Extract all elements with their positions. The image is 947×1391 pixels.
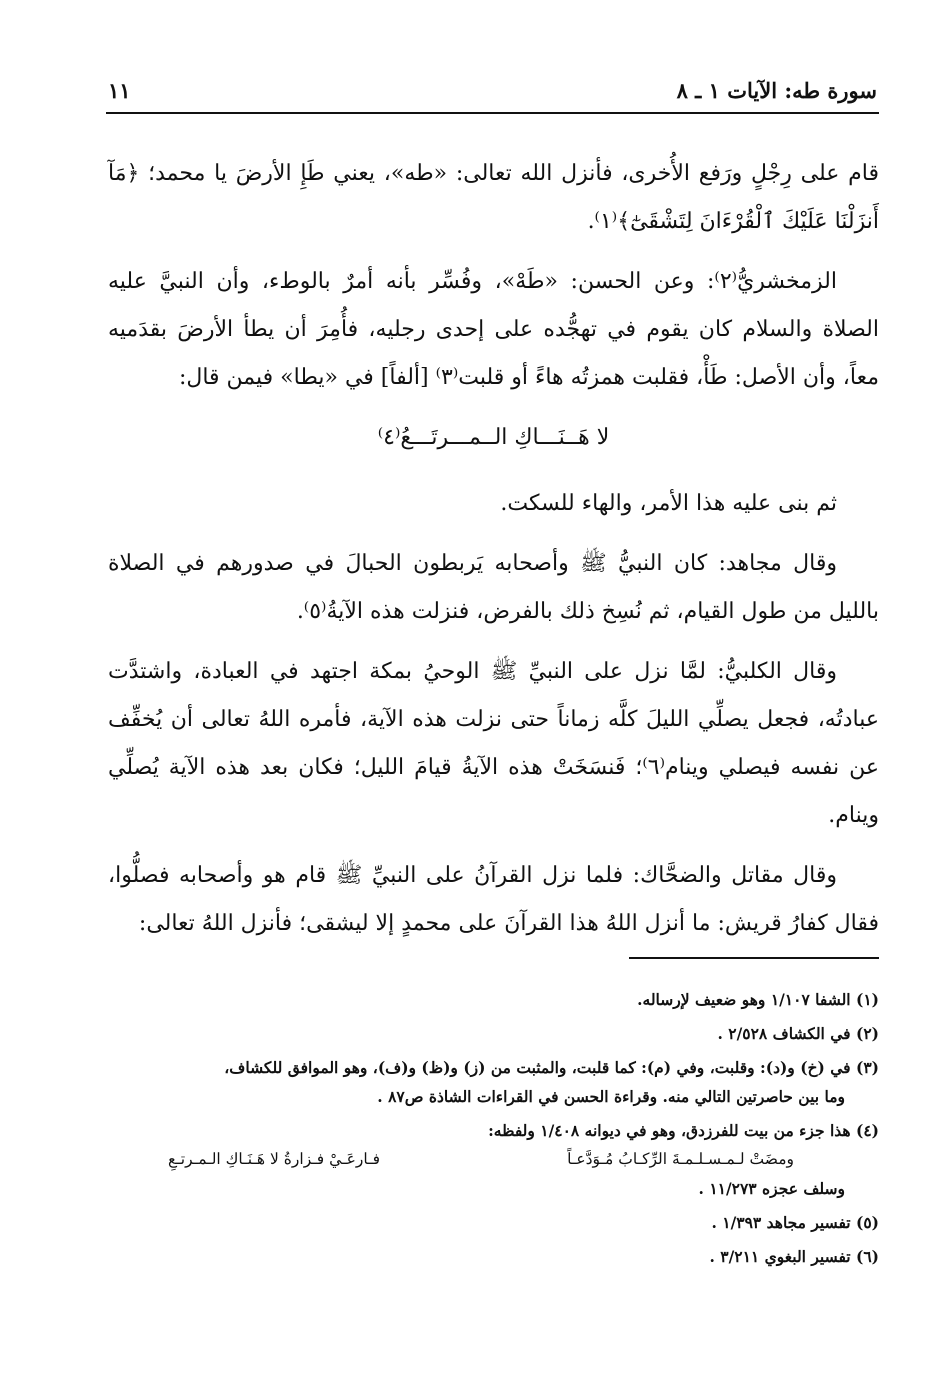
footnote-3-line-2: وما بين حاصرتين التالي منه. وقراءة الحسن في القراءات الشاذة ص٨٧ . <box>377 1087 845 1106</box>
header-rule <box>106 112 879 114</box>
footnote-separator <box>629 957 879 959</box>
paragraph-1: قام على رِجْلٍ ورَفع الأُخرى، فأنزل الله تعالى: «طه»، يعني طَإِ الأرضَ يا محمد؛ ﴿مَآ أَنزَلْنَا عَلَيْكَ ٱلْقُرْءَانَ لِتَشْقَىٰٓ﴾⁽١⁾. <box>108 161 879 234</box>
page-header <box>108 70 877 110</box>
chapter-title: سورة طه: الآيات ١ ـ ٨ <box>676 77 877 103</box>
poetry-verse: لا هَــنَـــاكِ الــمـــرتَـــعُ⁽٤⁾ <box>377 425 610 450</box>
footnote-6: (٦) تفسير البغوي ٣/٢١١ . <box>709 1247 879 1266</box>
paragraph-5: وقال الكلبيُّ: لمَّا نزل على النبيِّ ﷺ الوحيُ بمكة اجتهد في العبادة، واشتدَّت عبادتُه، فجعل يصلِّي الليلَ كلَّه زماناً حتى نزلت هذه الآية، فأمره اللهُ تعالى أن يُخفِّف عن نفسه فيصلي وينام⁽٦⁾؛ فَنسَخَتْ هذه الآيةُ قيامَ الليل؛ فكان بعد هذه الآية يُصلِّي وينام. <box>108 659 879 828</box>
footnote-5: (٥) تفسير مجاهد ١/٣٩٣ . <box>711 1213 879 1232</box>
main-text <box>108 150 879 960</box>
footnote-2: (٢) في الكشاف ٢/٥٢٨ . <box>717 1024 879 1043</box>
footnotes <box>108 985 879 1276</box>
paragraph-3: ثم بنى عليه هذا الأمر، والهاء للسكت. <box>500 491 837 516</box>
paragraph-4: وقال مجاهد: كان النبيُّ ﷺ وأصحابه يَربطون الحبالَ في صدورهم في الصلاة بالليل من طول القيام، ثم نُسِخ ذلك بالفرض، فنزلت هذه الآيةُ⁽٥⁾. <box>108 551 879 624</box>
page-number: ١١ <box>108 77 131 103</box>
footnote-4-line-2: وسلف عجزه ١١/٢٧٣ . <box>698 1179 845 1198</box>
paragraph-6: وقال مقاتل والضحَّاك: فلما نزل القرآنُ على النبيِّ ﷺ قام هو وأصحابه فصلُّوا، فقال كفارُ قريش: ما أنزل اللهُ هذا القرآنَ على محمدٍ إلا ليشقى؛ فأنزل اللهُ تعالى: <box>108 863 879 936</box>
verse-first-hemistich: ومضَتْ لـمـسـلـمـةَ الرِّكـابُ مُـوَدَّعـاً <box>567 1150 794 1168</box>
footnote-3 <box>108 1053 879 1111</box>
footnote-4 <box>108 1116 879 1203</box>
paragraph-2: الزمخشريُّ⁽٢⁾: وعن الحسن: «طَهْ»، وفُسِّر بأنه أمرٌ بالوطء، وأن النبيَّ عليه الصلاة والسلام كان يقوم في تهجُّده على إحدى رجليه، فأُمِرَ أن يطأ الأرضَ بقدَميه معاً، وأن الأصل: طَأْ، فقلبت همزتُه هاءً أو قلبت⁽٣⁾ [ألفاً] في «يطا» فيمن قال: <box>108 269 879 390</box>
footnote-4-verse <box>108 1145 879 1174</box>
verse-second-hemistich: فـارعَـيْ فـزارةُ لا هَـنَـاكِ الـمـرتـعِ <box>168 1150 380 1168</box>
footnote-3-line-1: (٣) في (خ) و(د): وقلبت، وفي (م): كما قلبت، والمثبت من (ز) و(ظ) و(ف)، وهو الموافق للكشاف، <box>224 1058 879 1077</box>
footnote-4-line-1: (٤) هذا جزء من بيت للفرزدق، وهو في ديوانه ١/٤٠٨ ولفظه: <box>488 1121 879 1140</box>
footnote-1: (١) الشفا ١/١٠٧ وهو ضعيف لإرساله. <box>637 990 879 1009</box>
